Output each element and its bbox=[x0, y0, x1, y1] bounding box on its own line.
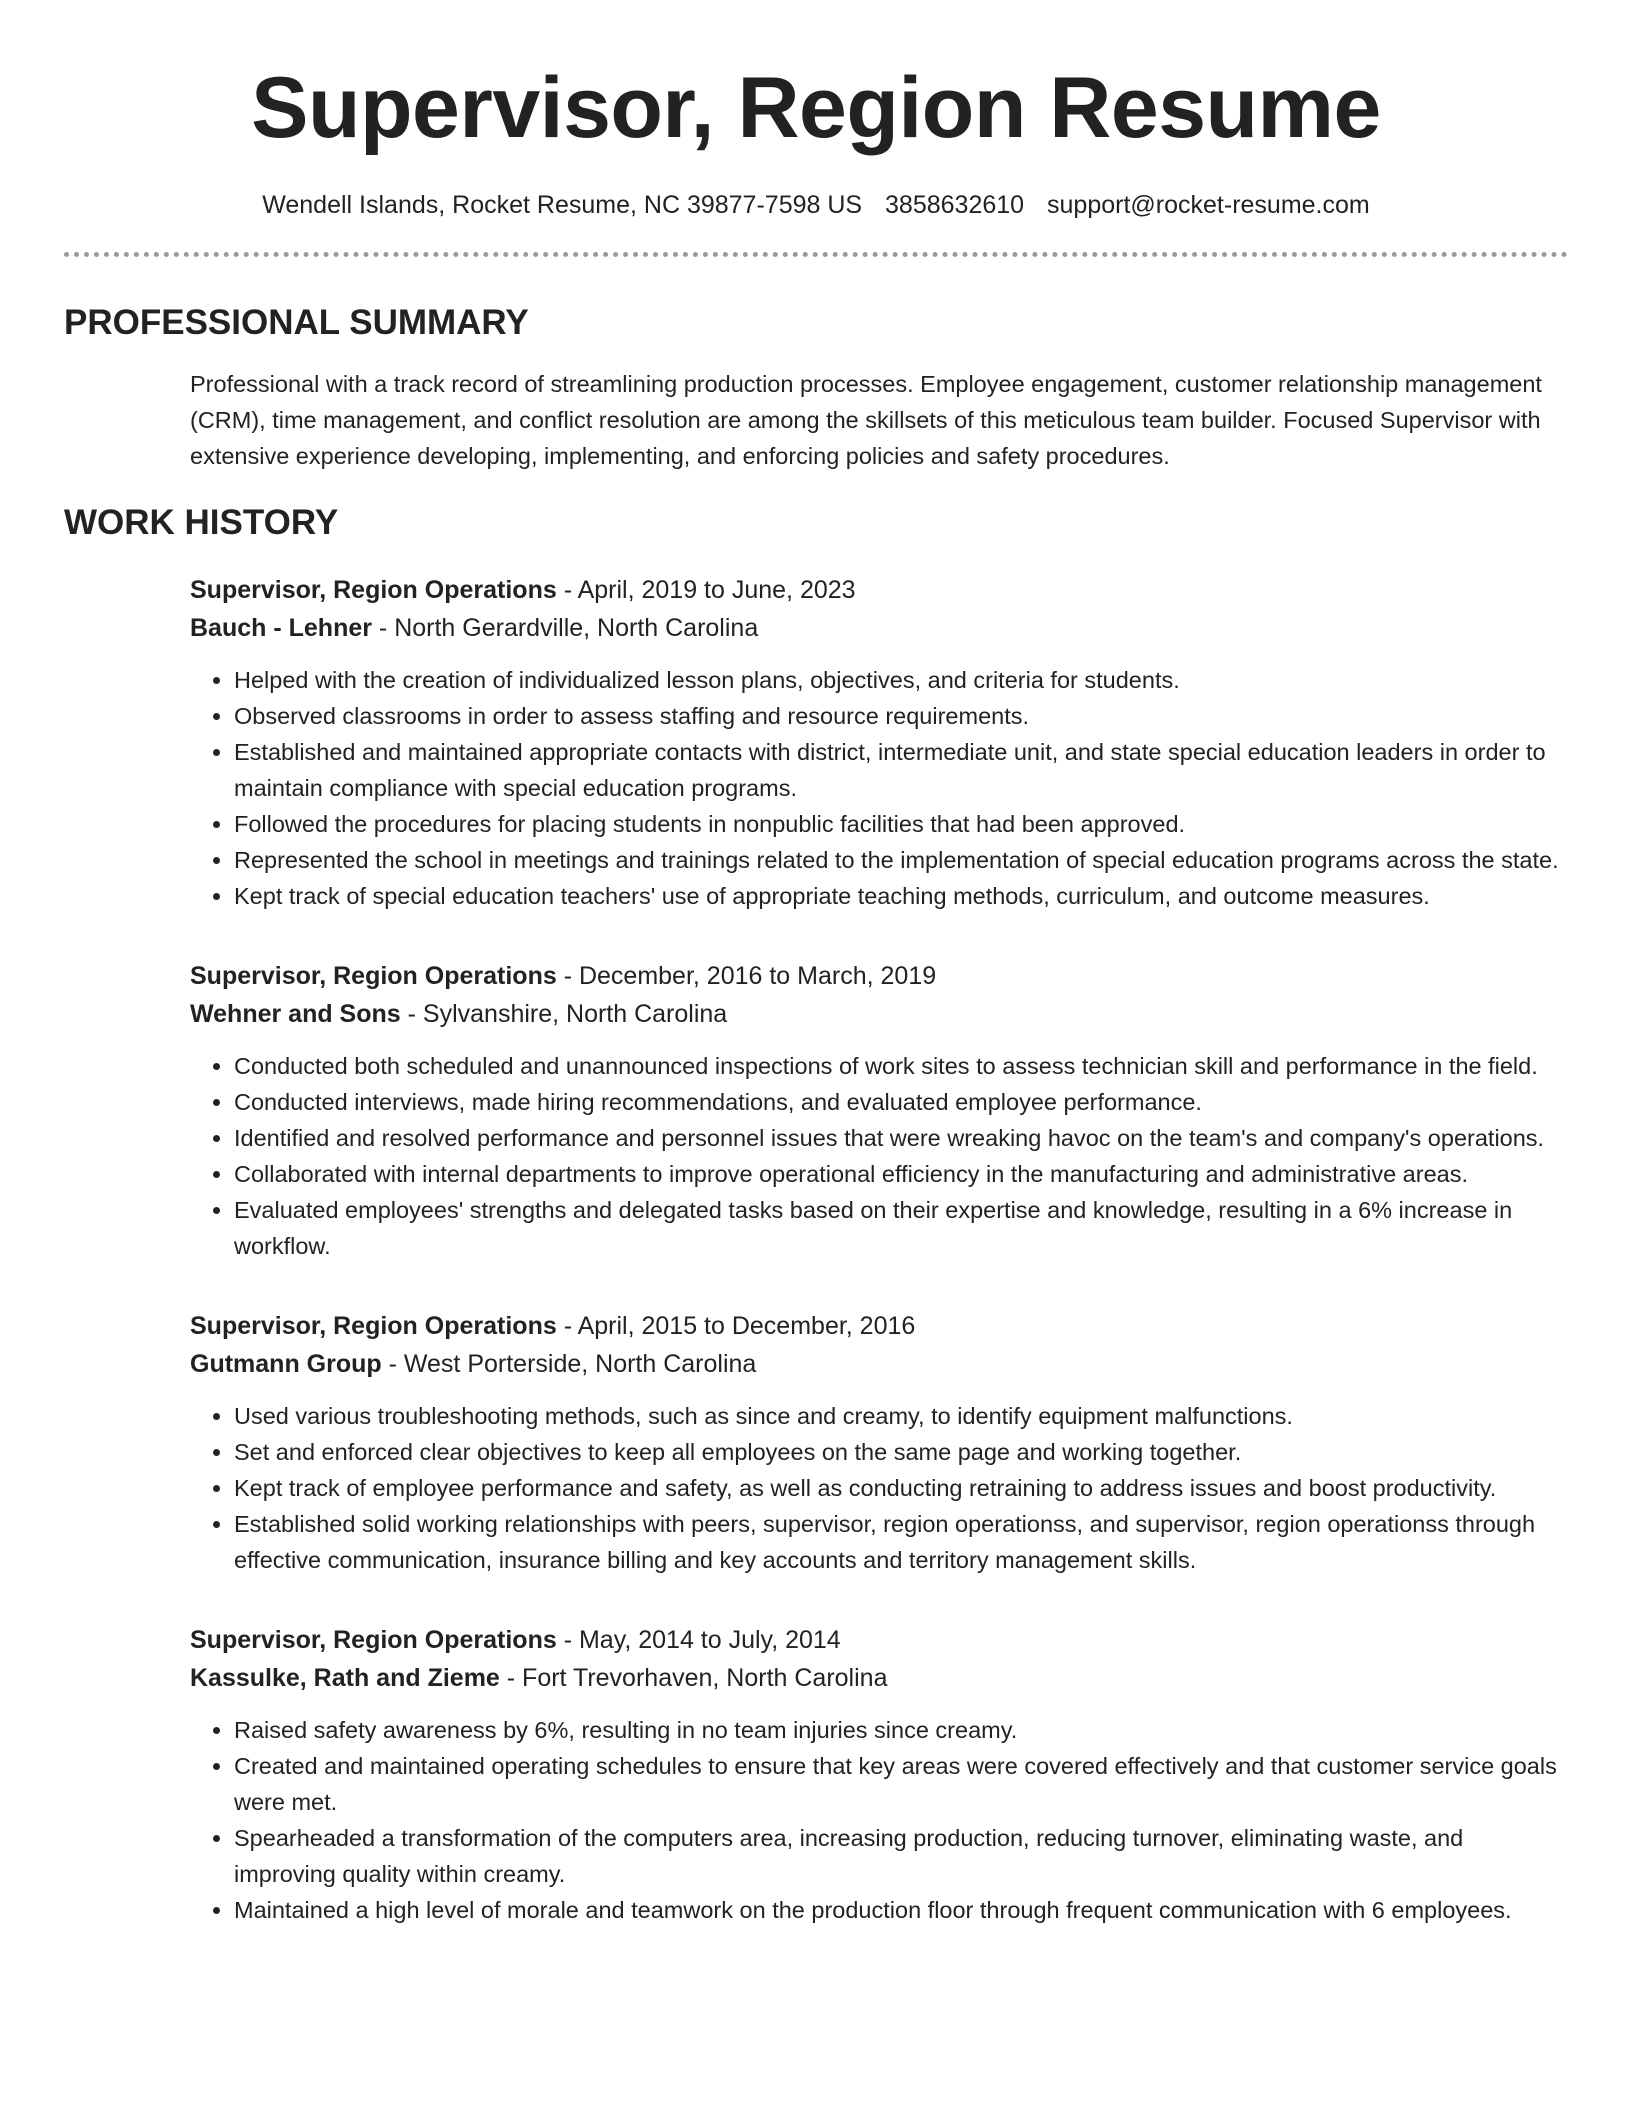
contact-line bbox=[64, 188, 1568, 222]
job-entry bbox=[190, 571, 1568, 914]
job-company-line bbox=[190, 995, 1568, 1033]
job-company: Wehner and Sons bbox=[190, 1000, 401, 1028]
header-divider bbox=[64, 252, 1568, 257]
job-bullet: • Used various troubleshooting methods, such as since and creamy, to identify equipment malfunctions. bbox=[234, 1398, 1568, 1434]
job-bullet: • Identified and resolved performance and personnel issues that were wreaking havoc on the team's and company's operations. bbox=[234, 1120, 1568, 1156]
job-bullet: • Collaborated with internal departments to improve operational efficiency in the manufacturing and administrative areas. bbox=[234, 1156, 1568, 1192]
job-title: Supervisor, Region Operations bbox=[190, 1626, 557, 1654]
job-bullet: • Raised safety awareness by 6%, resulting in no team injuries since creamy. bbox=[234, 1712, 1568, 1748]
job-bullets bbox=[190, 662, 1568, 914]
job-entry bbox=[190, 957, 1568, 1264]
job-bullets bbox=[190, 1048, 1568, 1264]
job-company-line bbox=[190, 1659, 1568, 1697]
job-bullet: • Kept track of employee performance and safety, as well as conducting retraining to address issues and boost productivity. bbox=[234, 1470, 1568, 1506]
work-history-heading: WORK HISTORY bbox=[64, 503, 339, 542]
job-bullet: • Helped with the creation of individualized lesson plans, objectives, and criteria for students. bbox=[234, 662, 1568, 698]
job-company: Gutmann Group bbox=[190, 1350, 382, 1378]
job-location: - North Gerardville, North Carolina bbox=[371, 614, 759, 642]
job-title-line bbox=[190, 957, 1568, 995]
job-bullet: • Established solid working relationships with peers, supervisor, region operationss, and supervisor, region operationss through effective communication, insurance billing and key accounts and territory management skills. bbox=[234, 1506, 1568, 1578]
job-dates: - April, 2019 to June, 2023 bbox=[556, 576, 856, 604]
job-company-line bbox=[190, 609, 1568, 647]
summary-text: Professional with a track record of streamlining production processes. Employee engagement, customer relationship management (CRM), time management, and conflict resolution are among the skillsets of this meticulous team builder. Focused Supervisor with extensive experience developing, implementing, and enforcing policies and safety procedures. bbox=[190, 371, 1542, 469]
job-bullet: • Kept track of special education teachers' use of appropriate teaching methods, curriculum, and outcome measures. bbox=[234, 878, 1568, 914]
resume-title: Supervisor, Region Resume bbox=[251, 60, 1381, 156]
contact-email[interactable]: support@rocket-resume.com bbox=[1047, 191, 1370, 219]
job-bullet: • Established and maintained appropriate contacts with district, intermediate unit, and state special education leaders in order to maintain compliance with special education programs. bbox=[234, 734, 1568, 806]
summary-heading: PROFESSIONAL SUMMARY bbox=[64, 303, 529, 342]
job-title-line bbox=[190, 571, 1568, 609]
job-location: - Sylvanshire, North Carolina bbox=[400, 1000, 728, 1028]
job-bullets bbox=[190, 1398, 1568, 1578]
work-history-list bbox=[190, 571, 1568, 1928]
contact-address: Wendell Islands, Rocket Resume, NC 39877-7598 US bbox=[262, 191, 863, 219]
job-title: Supervisor, Region Operations bbox=[190, 962, 557, 990]
job-dates: - December, 2016 to March, 2019 bbox=[556, 962, 937, 990]
job-bullet: • Created and maintained operating schedules to ensure that key areas were covered effectively and that customer service goals were met. bbox=[234, 1748, 1568, 1820]
job-bullet: • Conducted both scheduled and unannounced inspections of work sites to assess technician skill and performance in the field. bbox=[234, 1048, 1568, 1084]
job-bullet: • Followed the procedures for placing students in nonpublic facilities that had been approved. bbox=[234, 806, 1568, 842]
job-entry bbox=[190, 1621, 1568, 1928]
job-title: Supervisor, Region Operations bbox=[190, 576, 557, 604]
job-location: - West Porterside, North Carolina bbox=[381, 1350, 757, 1378]
job-bullet: • Set and enforced clear objectives to keep all employees on the same page and working together. bbox=[234, 1434, 1568, 1470]
job-bullets bbox=[190, 1712, 1568, 1928]
job-title-line bbox=[190, 1307, 1568, 1345]
contact-phone[interactable]: 3858632610 bbox=[885, 191, 1025, 219]
job-location: - Fort Trevorhaven, North Carolina bbox=[499, 1664, 888, 1692]
job-company: Kassulke, Rath and Zieme bbox=[190, 1664, 500, 1692]
job-dates: - April, 2015 to December, 2016 bbox=[556, 1312, 916, 1340]
job-bullet: • Represented the school in meetings and trainings related to the implementation of special education programs across the state. bbox=[234, 842, 1568, 878]
job-bullet: • Observed classrooms in order to assess staffing and resource requirements. bbox=[234, 698, 1568, 734]
job-company-line bbox=[190, 1345, 1568, 1383]
job-entry bbox=[190, 1307, 1568, 1578]
job-title: Supervisor, Region Operations bbox=[190, 1312, 557, 1340]
job-bullet: • Evaluated employees' strengths and delegated tasks based on their expertise and knowledge, resulting in a 6% increase in workflow. bbox=[234, 1192, 1568, 1264]
job-title-line bbox=[190, 1621, 1568, 1659]
job-bullet: • Maintained a high level of morale and teamwork on the production floor through frequent communication with 6 employees. bbox=[234, 1892, 1568, 1928]
job-company: Bauch - Lehner bbox=[190, 614, 372, 642]
job-dates: - May, 2014 to July, 2014 bbox=[556, 1626, 841, 1654]
job-bullet: • Conducted interviews, made hiring recommendations, and evaluated employee performance. bbox=[234, 1084, 1568, 1120]
job-bullet: • Spearheaded a transformation of the computers area, increasing production, reducing turnover, eliminating waste, and improving quality within creamy. bbox=[234, 1820, 1568, 1892]
